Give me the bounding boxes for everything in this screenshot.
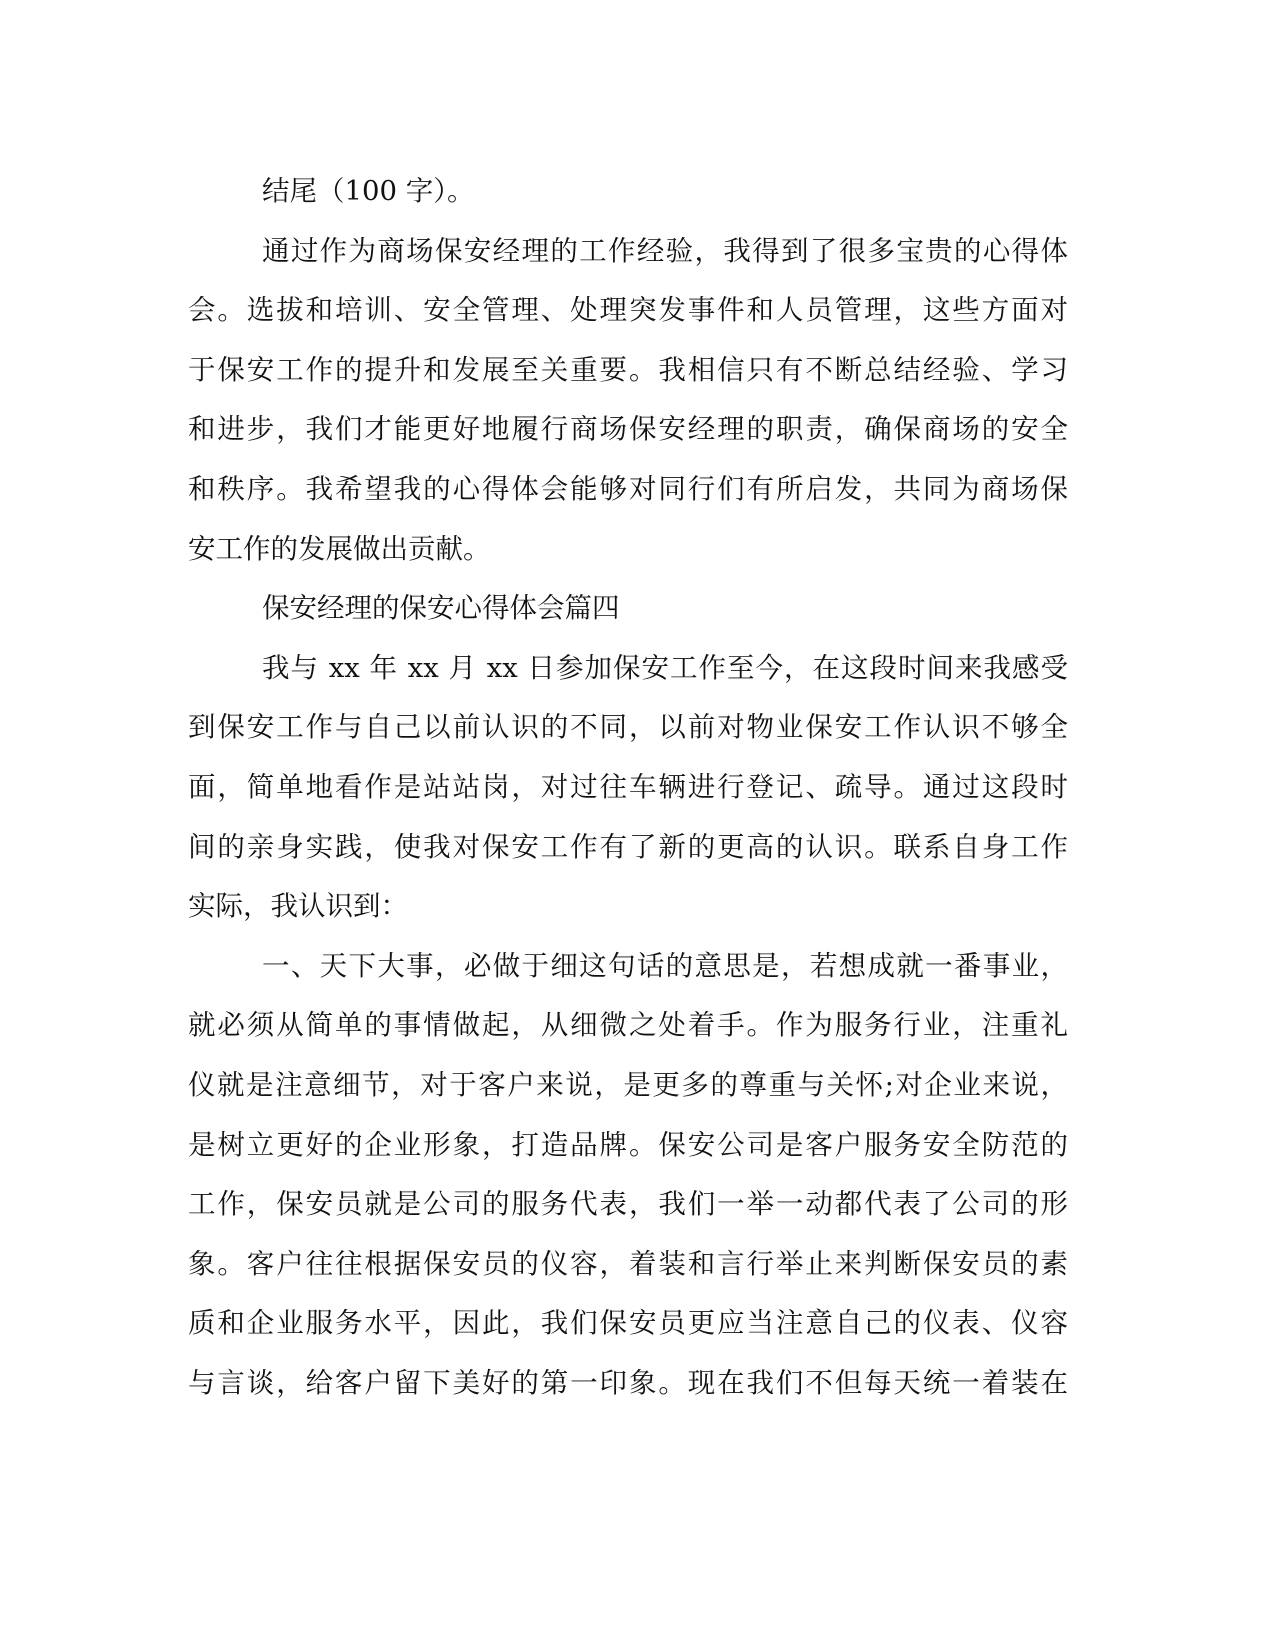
paragraph-line: 是树立更好的企业形象，打造品牌。保安公司是客户服务安全防范的 [188, 1128, 1068, 1161]
paragraph-line: 面，简单地看作是站站岗，对过往车辆进行登记、疏导。通过这段时 [188, 770, 1068, 803]
paragraph-line: 象。客户往往根据保安员的仪容，着装和言行举止来判断保安员的素 [188, 1247, 1068, 1280]
paragraph-line: 通过作为商场保安经理的工作经验，我得到了很多宝贵的心得体 [262, 234, 1068, 267]
paragraph-line: 会。选拔和培训、安全管理、处理突发事件和人员管理，这些方面对 [188, 294, 1068, 327]
paragraph-line: 安工作的发展做出贡献。 [188, 532, 491, 565]
paragraph-line: 仪就是注意细节，对于客户来说，是更多的尊重与关怀;对企业来说， [188, 1068, 1068, 1101]
paragraph-line: 与言谈，给客户留下美好的第一印象。现在我们不但每天统一着装在 [188, 1366, 1068, 1399]
paragraph-line: 我与 xx 年 xx 月 xx 日参加保安工作至今，在这段时间来我感受 [262, 651, 1068, 684]
paragraph-line: 到保安工作与自己以前认识的不同，以前对物业保安工作认识不够全 [188, 711, 1068, 744]
paragraph-line: 质和企业服务水平，因此，我们保安员更应当注意自己的仪表、仪容 [188, 1307, 1068, 1340]
paragraph-line: 于保安工作的提升和发展至关重要。我相信只有不断总结经验、学习 [188, 353, 1068, 386]
paragraph-line: 工作，保安员就是公司的服务代表，我们一举一动都代表了公司的形 [188, 1188, 1068, 1221]
document-body [188, 162, 1068, 1413]
paragraph-line: 一、天下大事，必做于细这句话的意思是，若想成就一番事业， [262, 949, 1068, 982]
section-title: 保安经理的保安心得体会篇四 [262, 592, 620, 625]
paragraph-line: 间的亲身实践，使我对保安工作有了新的更高的认识。联系自身工作 [188, 830, 1068, 863]
paragraph-line: 和秩序。我希望我的心得体会能够对同行们有所启发，共同为商场保 [188, 472, 1068, 505]
paragraph-line: 就必须从简单的事情做起，从细微之处着手。作为服务行业，注重礼 [188, 1009, 1068, 1042]
section-heading-ending: 结尾（100 字）。 [262, 175, 475, 207]
paragraph-line: 实际，我认识到： [188, 890, 408, 923]
paragraph-line: 和进步，我们才能更好地履行商场保安经理的职责，确保商场的安全 [188, 413, 1068, 446]
